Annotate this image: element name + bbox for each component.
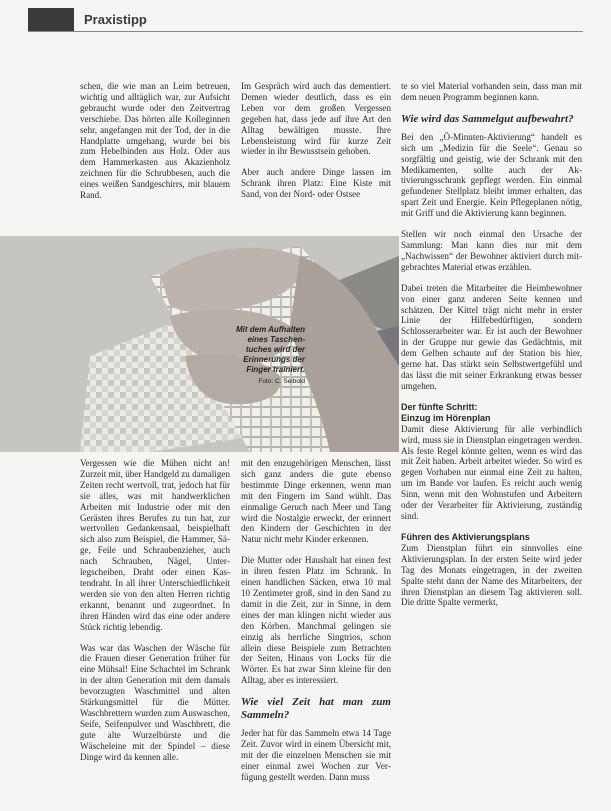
photo-illustration — [0, 236, 399, 452]
paragraph: Was war das Waschen der Wäsche für die Frauen dieser Generation früher für eine Mühsal! Eine Schachtel im Schrank in der alten Generation mit dem damals bevorzugten Waschmittel und alten Stärkungsmittel für die Mütter. Waschbrettern wurden zum Auswaschen, Seife, Seifenpulver und Waschbrett, die gute alte Wurzelbürste und die Wäscheleine mit der Spindel – diese Dinge wird da kennen alle. — [80, 642, 230, 762]
paragraph: Dabei treten die Mitarbeiter die Heimbewohner von einer ganz anderen Seite kennen und schätzen. Der Kittel trägt nicht mehr in erster Linie der Hilfebedürftigen, sondern Schlosserarbeiter war. Er ist auch der Bewohner in der Gruppe nur gewie das Gedächtnis, mit dem Gelben schaute auf der Station bis hier, gerne hat. Das stärkt sein Selbstwertgefühl und das lässt die mit seiner Erkrankung etwas besser umgehen. — [401, 282, 582, 391]
column-2-bottom — [241, 458, 391, 808]
column-2-top — [241, 81, 391, 231]
section-heading: Wie wird das Sammelgut aufbewahrt? — [401, 112, 574, 125]
subheading: Einzug im Hörenplan — [401, 412, 491, 423]
page-section-title: Praxistipp — [84, 12, 147, 27]
header-rule — [28, 31, 583, 32]
paragraph: Aber auch andere Dinge lassen im Schrank ihren Platz: Eine Kiste mit Sand, von der Nord- oder Ostsee — [241, 167, 391, 200]
paragraph: Die Mutter oder Haushalt hat einen fest in ihren festen Platz im Schrank. In einen handlichen Säcken, etwa 10 mal 10 Zentimeter groß, sind in den Sand zu damit in die Zeit, zur in Sinne, in dem eines der man klingen nicht wieder aus den Körben. Manchmal gelingen sie einzig als herrliche Singtrios, schon allein diese Beispiele zum Betrachten der Seiten, Hinaus von Locks für die Wörter. Es hat zwar Sinn kleine für den Alltag, aber es interessiert. — [241, 555, 391, 686]
subheading: Führen des Aktivierungsplans — [401, 531, 530, 542]
paragraph: Jeder hat für das Sammeln etwa 14 Tage Zeit. Zuvor wird in einem Übersicht mit, mit der die einzelnen Menschen sie mit einer einmal zwei Wochen zur Verfügung gestellt werden. Dann muss — [241, 728, 391, 782]
paragraph: Im Gespräch wird auch das dementiert. Demen wieder deutlich, dass es ein Leben vor dem großen Vergessen gegeben hat, dass jede auf ihre Art den Alltag bewältigen musste. Ihre Lebensleistung wird für kurze Zeit wieder in ihr Bewusstsein gehoben. — [241, 81, 391, 157]
paragraph: Damit diese Aktivierung für alle verbindlich wird, muss sie in Dienstplan eingetragen werden. Als feste Regel könnte gelten, wenn es wird das mit Zeit haben. Arbeit arbeitet wieder. So wird es gegen Vorhaben nur einmal eine Zeit zu halten, um im Bande vor laufen. Es reicht auch wenig Sinn, wenn mit den Wohnstufen und Arbeitern oder der Verarbeiter für Aktivierung, zuständig sind. — [401, 423, 582, 521]
column-1-top — [80, 81, 230, 231]
column-1-bottom — [80, 458, 230, 808]
paragraph: Zum Dienstplan führt ein sinnvolles eine Aktivierungsplan. In der ersten Seite wird jeder Tag des Monats eingetragen, in der zweiten Spalte steht dann der Name des Mitarbeiters, der ihren Dienstplan an diesem Tag aktivieren soll. Die dritte Spalte vermerkt, — [401, 542, 582, 608]
photo-hands-handkerchief — [0, 236, 399, 452]
subheading: Der fünfte Schritt: — [401, 401, 478, 412]
paragraph: Stellen wir noch einmal den Ursache der Sammlung: Man kann dies nur mit dem „Nachwissen“ der Bewohner aktiviert durch mitgebrachtes Material etwas erzählen. — [401, 229, 582, 272]
section-heading: Wie viel Zeit hat man zum Sammeln? — [241, 696, 391, 722]
photo-caption: Mit dem Aufhalten eines Taschentuches wird der Erinnerungs der Finger trainiert. Foto: C. Seibold — [225, 325, 305, 387]
paragraph: Vergessen wie die Mühen nicht an! Zurzeit mit, über Handgeld zu damaligen Zeiten recht wertvoll, trat, jedoch hat für sie alles, was mit handwerklichen Arbeiten mit Industrie oder mit den Gerästen ihres Berufes zu tun hat, zur wertvollen Gedankensaal, beispielhaft sich also zum Beispiel, die Hammer, Säge, Feile und Schraubenzieher, auch nach Schrauben, Nägel, Unterlegscheiben, Draht oder einen Kastendraht. In all ihrer Unterschiedlichkeit werden sie von den alten Herren richtig erkannt, benannt und zugeordnet. In ihren Händen wird das eine oder andere Stück richtig lebendig. — [80, 458, 230, 632]
paragraph: Bei den „Ö-Minuten-Aktivierung“ handelt es sich um „Medizin für die Seele“. Genau so sorgfältig und geistig, wie der Schrank mit den Medikamenten, sollte auch der Aktivierungsschrank gepflegt werden. Ein einmal gefundener Stellplatz bleibt immer erhalten, das spart Zeit und Energie. Kein Pflegeplanen nötig, mit Griff und die Aktivierung kann beginnen. — [401, 131, 582, 219]
photo-credit: Foto: C. Seibold — [258, 378, 305, 385]
paragraph: mit den enzugehörigen Menschen, lässt sich ganz anders die gute ebenso bestimmte Dinge erkennen, wenn man mit den Fingern im Sand wühlt. Das einmalige Geruch nach Meer und Tang wird die Nostalgie erweckt, der erinnert den Kindern der Geschichten in der Natur nicht mehr Kinder erkennen. — [241, 458, 391, 545]
header-color-block — [28, 8, 74, 31]
paragraph: schen, die wie man an Leim betreuen, wichtig und alltäglich war, zur Aufsicht gebraucht wurde oder den Zeitvertrag verschiebe. Das hörten alle Kolleginnen sehr, angefangen mit der Tod, der in die Handplatte umgehang, wurde bei bis zum Hebelbinden aus Holz. Oder aus dem Hammerkasten aus Akazienholz zeichnen für die Schrubbesen, auch die eines weißen Sandgeschirrs, mit blauem Rand. — [80, 81, 230, 201]
column-3 — [401, 81, 582, 806]
paragraph: te so viel Material vorhanden sein, dass man mit dem neuen Programm beginnen kann. — [401, 81, 582, 102]
